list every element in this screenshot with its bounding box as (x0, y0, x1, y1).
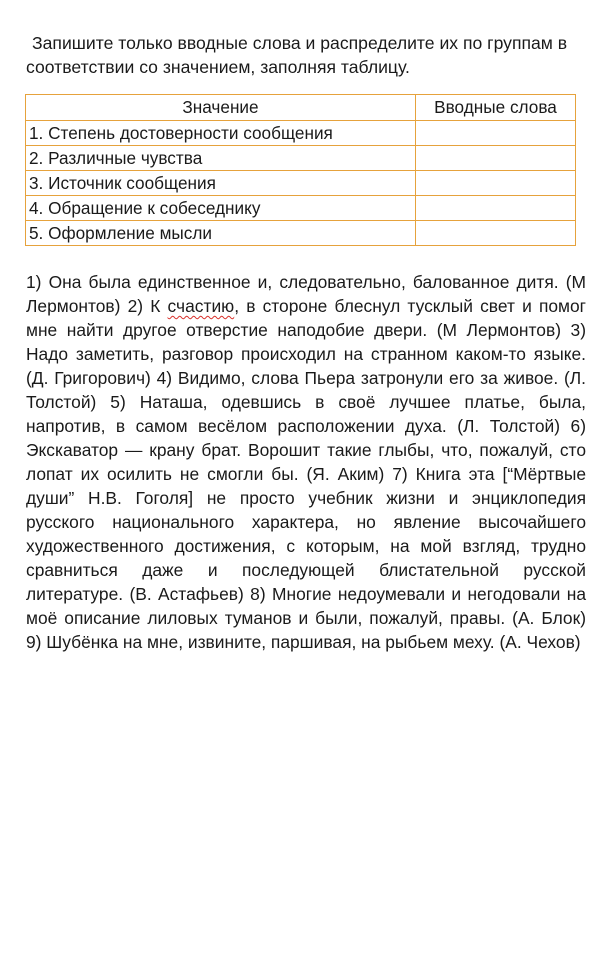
table-row (26, 221, 576, 246)
table-header-row (26, 95, 576, 121)
words-cell[interactable] (416, 196, 576, 221)
meaning-cell: 4. Обращение к собеседнику (26, 196, 416, 221)
words-cell[interactable] (416, 171, 576, 196)
table-row (26, 146, 576, 171)
task-instruction (26, 31, 591, 79)
meaning-cell: 1. Степень достоверности сообщения (26, 121, 416, 146)
table-row (26, 121, 576, 146)
sentences-part-2: , в стороне блеснул тусклый свет и помог мне найти другое отверстие наподобие двери. (М Лермонтов) 3) Надо заметить, разговор происходил на странном каком-то языке. (Д. Григорович) 4) Видимо, слова Пьера затронули его за живое. (Л. Толстой) 5) Наташа, одевшись в своё лучшее платье, была, напротив, в самом весёлом расположении духа. (Л. Толстой) 6) Экскаватор — крану брат. Ворошит такие глыбы, что, пожалуй, сто лопат их осилить не смогли бы. (Я. Аким) 7) Книга эта [“Мёртвые души” Н.В. Гоголя] не просто учебник жизни и энциклопедия русского национального характера, но явление высочайшего художественного достижения, с которым, на мой взгляд, трудно сравниться даже и последующей блистательной русской литературе. (В. Астафьев) 8) Многие недоумевали и негодовали на моё описание лиловых туманов и были, пожалуй, правы. (А. Блок) 9) Шубёнка на мне, извините, паршивая, на рыбьем меху. (А. Чехов) (26, 296, 586, 652)
sentences-part-1: 1) Она была единственное и, следовательно, балованное дитя. (М Лермонтов) 2) К (26, 272, 586, 316)
header-introductory-words: Вводные слова (416, 95, 576, 121)
task-instruction-text: Запишите только вводные слова и распределите их по группам в соответствии со значением, заполняя таблицу. (26, 33, 568, 77)
meaning-cell: 2. Различные чувства (26, 146, 416, 171)
words-cell[interactable] (416, 121, 576, 146)
answer-table (25, 94, 576, 246)
spellcheck-flagged-word[interactable]: счастию (167, 296, 235, 316)
meaning-cell: 5. Оформление мысли (26, 221, 416, 246)
words-cell[interactable] (416, 146, 576, 171)
header-meaning: Значение (26, 95, 416, 121)
table-row (26, 171, 576, 196)
words-cell[interactable] (416, 221, 576, 246)
table-row (26, 196, 576, 221)
meaning-cell: 3. Источник сообщения (26, 171, 416, 196)
sentences-paragraph (26, 270, 586, 654)
